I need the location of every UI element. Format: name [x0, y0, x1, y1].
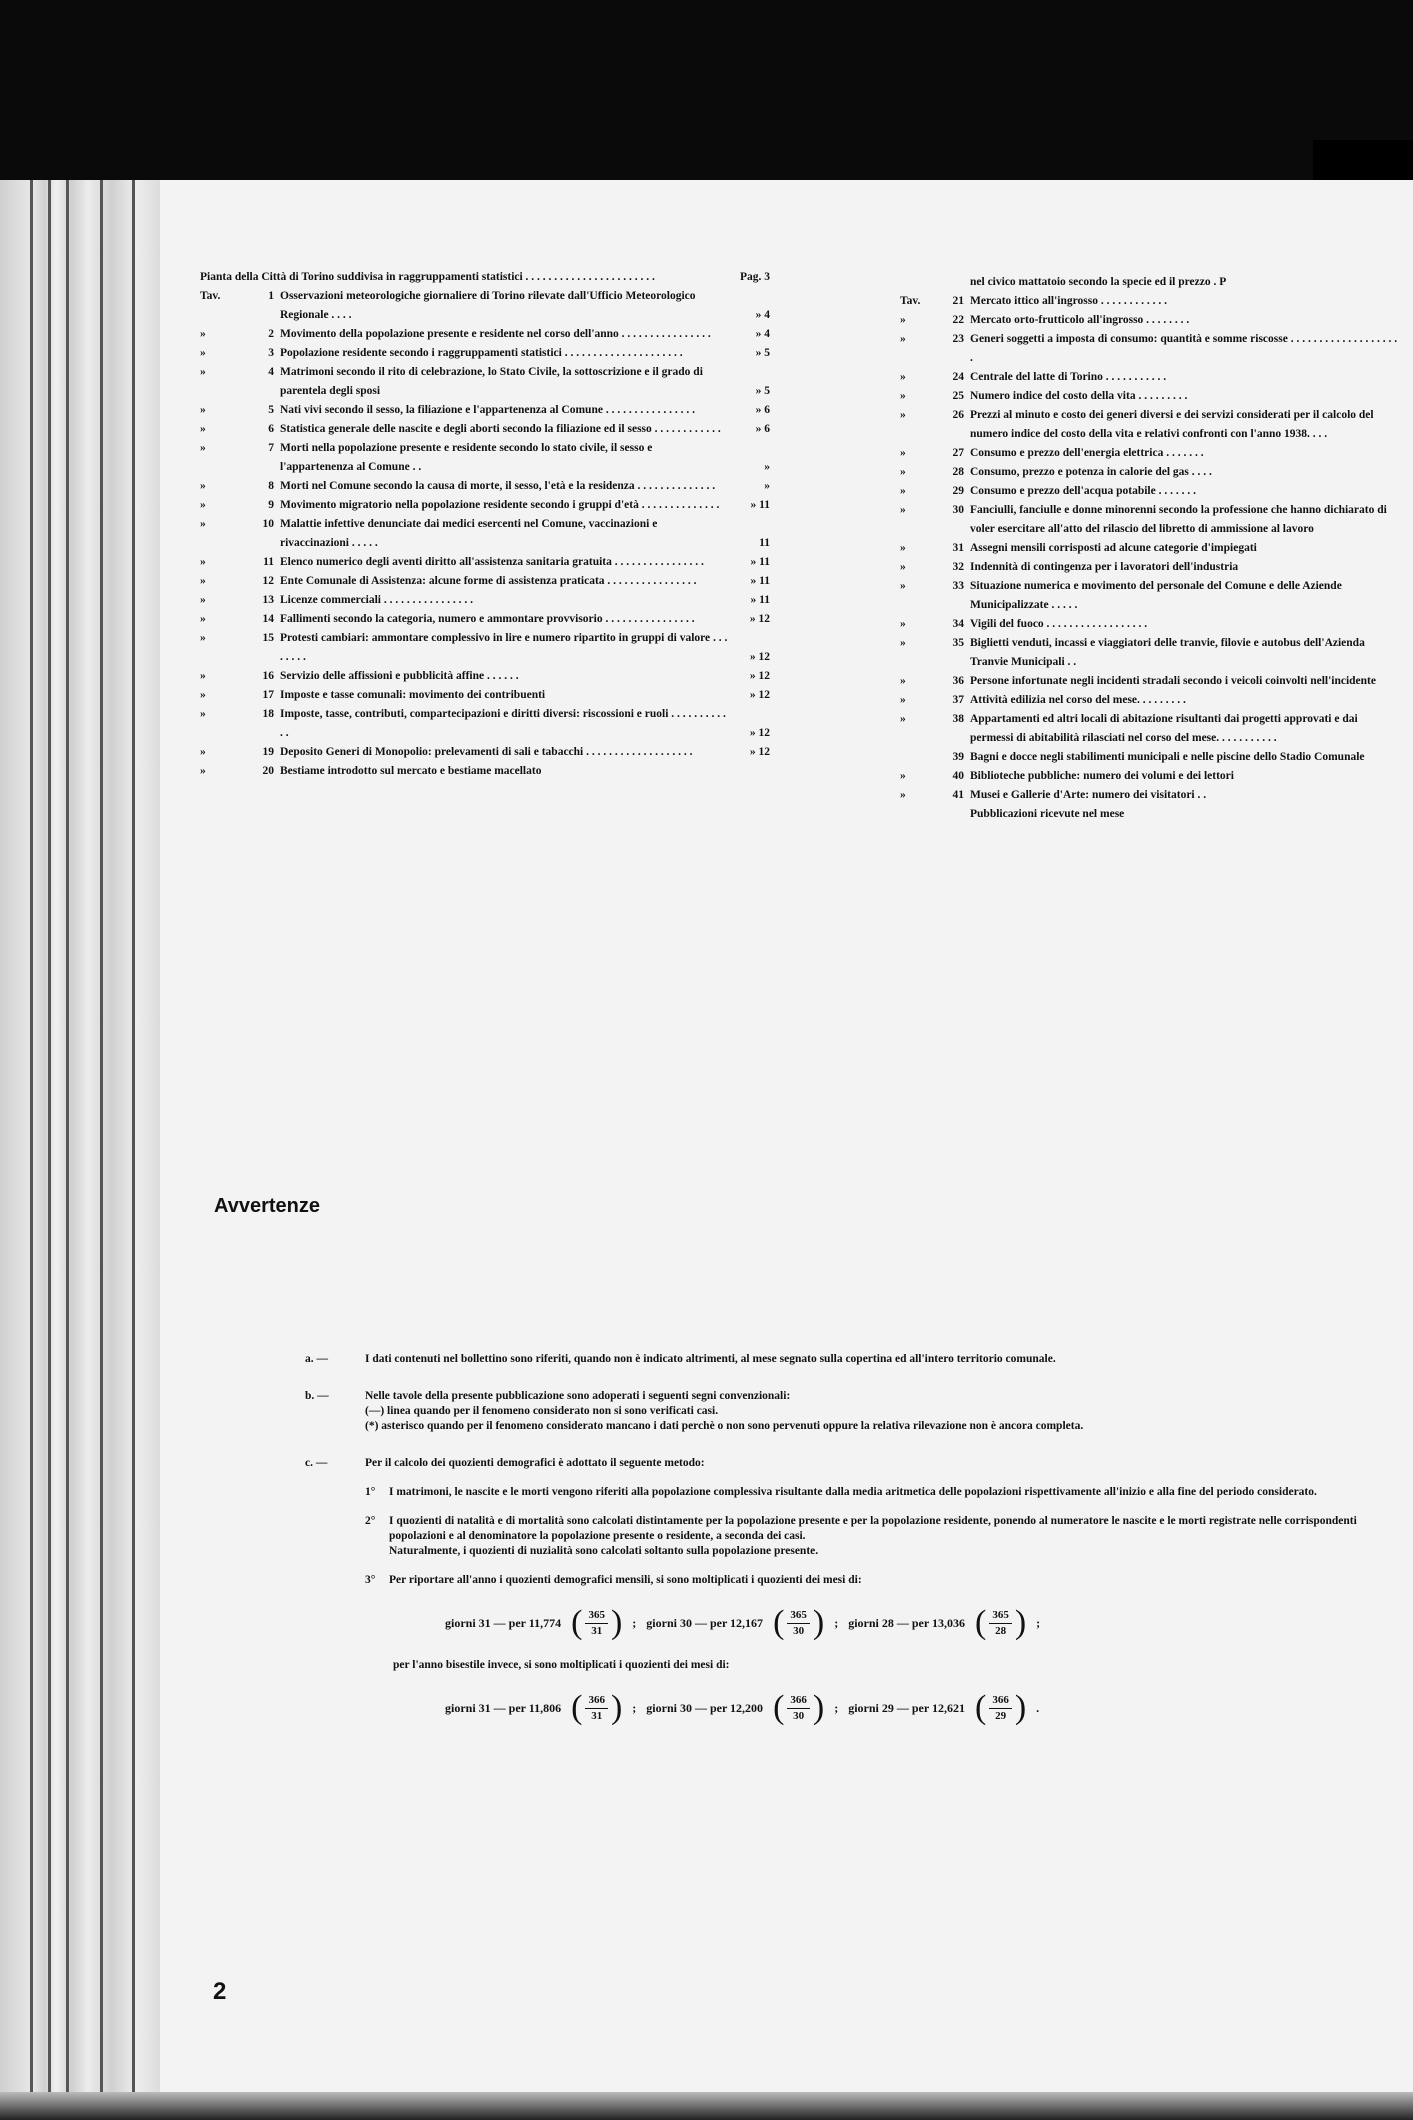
entry-prefix: »: [900, 466, 906, 478]
entry-page: » 12: [749, 727, 770, 739]
note-letter: c. —: [305, 1457, 328, 1469]
note-c-item-3: [365, 1573, 1370, 1588]
note-b: [305, 1389, 1370, 1434]
entry-title: Statistica generale delle nascite e degli aborti secondo la filiazione ed il sesso . . . . . . . . . . . .: [280, 423, 721, 435]
avvertenze-notes: [305, 1352, 1370, 1765]
entry-number: 38: [952, 713, 964, 725]
entry-prefix: »: [900, 770, 906, 782]
index-entry: [900, 311, 1400, 330]
fraction-denominator: 28: [995, 1624, 1007, 1637]
index-entry: [900, 767, 1400, 786]
index-entry: [900, 691, 1400, 710]
paren-right: ): [610, 1689, 623, 1726]
entry-title: Vigili del fuoco . . . . . . . . . . . . . . . . . .: [970, 618, 1148, 630]
index-entry: [900, 539, 1400, 558]
entry-title: nel civico mattatoio secondo la specie ed il prezzo . P: [970, 276, 1227, 288]
entry-number: 32: [952, 561, 964, 573]
note-body: I dati contenuti nel bollettino sono riferiti, quando non è indicato altrimenti, al mese segnato sulla copertina ed all'intero territorio comunale.: [365, 1353, 1056, 1365]
page-number: 2: [213, 1978, 227, 2005]
formula-separator: ;: [632, 1615, 637, 1630]
entry-number: 35: [952, 637, 964, 649]
index-entry: [900, 615, 1400, 634]
entry-prefix: »: [200, 480, 206, 492]
index-entry: [900, 406, 1400, 444]
entry-number: 7: [268, 442, 274, 454]
paren-left: (: [975, 1689, 987, 1726]
entry-number: 22: [952, 314, 964, 326]
paren-right: ): [1014, 1689, 1027, 1726]
entry-prefix: »: [900, 485, 906, 497]
note-a: [305, 1352, 1370, 1367]
entry-number: 14: [262, 613, 274, 625]
entry-prefix: »: [900, 789, 906, 801]
index-entry: [900, 634, 1400, 672]
entry-prefix: »: [200, 423, 206, 435]
index-entry: [900, 558, 1400, 577]
entry-title: Movimento della popolazione presente e residente nel corso dell'anno . . . . . . . . . . . . . . . .: [280, 328, 711, 340]
entry-number: 30: [952, 504, 964, 516]
index-entry: [900, 463, 1400, 482]
index-entry: [200, 553, 770, 572]
entry-title: Fallimenti secondo la categoria, numero e ammontare provvisorio . . . . . . . . . . . . . . . .: [280, 613, 695, 625]
index-entry: [200, 762, 770, 781]
entry-page: » 5: [755, 385, 770, 397]
index-left-column: [200, 268, 770, 781]
entry-number: 1: [268, 290, 274, 302]
entry-page: » 12: [749, 651, 770, 663]
entry-prefix: »: [900, 542, 906, 554]
entry-title: Imposte, tasse, contributi, compartecipazioni e diritti diversi: riscossioni e ruoli . . . . . . . . . . . .: [280, 708, 726, 739]
index-entry: [200, 591, 770, 610]
entry-title: Osservazioni meteorologiche giornaliere di Torino rilevate dall'Ufficio Meteorologico Regionale . . . .: [280, 290, 696, 321]
entry-prefix: »: [200, 366, 206, 378]
index-entry: [200, 667, 770, 686]
entry-number: 4: [268, 366, 274, 378]
fraction-numerator: 365: [787, 1608, 810, 1624]
fraction-denominator: 30: [793, 1709, 805, 1722]
entry-title: Persone infortunate negli incidenti stradali secondo i veicoli coinvolti nell'incidente: [970, 675, 1376, 687]
entry-prefix: »: [200, 347, 206, 359]
entry-prefix: »: [900, 694, 906, 706]
entry-prefix: »: [200, 556, 206, 568]
book-binding-edge: [0, 180, 160, 2100]
leap-year-text: per l'anno bisestile invece, si sono moltiplicati i quozienti dei mesi di:: [393, 1659, 730, 1671]
entry-page: » 6: [755, 404, 770, 416]
note-letter: a. —: [305, 1353, 328, 1365]
formula-fraction: [975, 1606, 1026, 1640]
entry-page: » 12: [749, 670, 770, 682]
index-entry: [900, 387, 1400, 406]
entry-title: Generi soggetti a imposta di consumo: quantità e somme riscosse . . . . . . . . . . . . . . . . . . . .: [970, 333, 1398, 364]
item-key: 3°: [365, 1574, 376, 1586]
paren-right: ): [812, 1689, 825, 1726]
index-right-column: [900, 273, 1400, 824]
fraction-numerator: 366: [989, 1693, 1012, 1709]
index-entry: [900, 330, 1400, 368]
index-entry: [200, 705, 770, 743]
item-text: Per riportare all'anno i quozienti demografici mensili, si sono moltiplicati i quozienti dei mesi di:: [389, 1574, 862, 1586]
entry-prefix: »: [900, 713, 906, 725]
index-entry: [900, 577, 1400, 615]
paren-right: ): [812, 1604, 825, 1641]
fraction-denominator: 31: [591, 1709, 603, 1722]
entry-number: 28: [952, 466, 964, 478]
paren-left: (: [975, 1604, 987, 1641]
index-entry: [200, 287, 770, 325]
formula-fraction: [571, 1691, 622, 1725]
entry-title: Movimento migratorio nella popolazione residente secondo i gruppi d'età . . . . . . . . . . . . . .: [280, 499, 720, 511]
formula-label: giorni 29 — per 12,621: [848, 1700, 965, 1715]
index-entry: [900, 482, 1400, 501]
index-left-entries: [200, 287, 770, 781]
index-intro: [200, 268, 770, 287]
entry-number: 25: [952, 390, 964, 402]
entry-prefix: »: [900, 371, 906, 383]
paren-right: ): [1014, 1604, 1027, 1641]
entry-prefix: »: [900, 580, 906, 592]
entry-prefix: »: [900, 333, 906, 345]
fraction-numerator: 366: [585, 1693, 608, 1709]
entry-title: Malattie infettive denunciate dai medici esercenti nel Comune, vaccinazioni e rivaccinazioni . . . . .: [280, 518, 658, 549]
entry-number: 17: [262, 689, 274, 701]
entry-prefix: »: [900, 637, 906, 649]
formula-separator: ;: [834, 1615, 839, 1630]
entry-number: 39: [952, 751, 964, 763]
entry-title: Morti nella popolazione presente e residente secondo lo stato civile, il sesso e l'appartenenza al Comune . .: [280, 442, 653, 473]
formula-separator: .: [1036, 1700, 1040, 1715]
item-text-1: I quozienti di natalità e di mortalità sono calcolati distintamente per la popolazione presente e per la popolazione residente, ponendo al numeratore le nascite e le morti registrate nelle corrispondenti popolazioni e al denominatore la popolazione presente o residente, a seconda dei casi.: [389, 1515, 1357, 1542]
item-key: 1°: [365, 1486, 376, 1498]
entry-number: 31: [952, 542, 964, 554]
entry-title: Imposte e tasse comunali: movimento dei contribuenti: [280, 689, 546, 701]
note-b-line1: (—) linea quando per il fenomeno considerato non si sono verificati casi.: [365, 1405, 719, 1417]
index-entry: [200, 572, 770, 591]
entry-title: Consumo e prezzo dell'acqua potabile . . . . . . .: [970, 485, 1196, 497]
entry-title: Biblioteche pubbliche: numero dei volumi e dei lettori: [970, 770, 1234, 782]
index-entry: [200, 610, 770, 629]
entry-prefix: »: [900, 618, 906, 630]
index-entry: [200, 420, 770, 439]
entry-page: »: [764, 480, 770, 492]
entry-title: Mercato orto-frutticolo all'ingrosso . . . . . . . .: [970, 314, 1190, 326]
index-entry: [200, 496, 770, 515]
entry-prefix: »: [900, 390, 906, 402]
fraction-denominator: 31: [591, 1624, 603, 1637]
entry-number: 26: [952, 409, 964, 421]
paren-left: (: [773, 1604, 785, 1641]
index-right-entries: [900, 273, 1400, 824]
paren-left: (: [773, 1689, 785, 1726]
note-c-text: Per il calcolo dei quozienti demografici è adottato il seguente metodo:: [365, 1457, 705, 1469]
entry-title: Bagni e docce negli stabilimenti municipali e nelle piscine dello Stadio Comunale: [970, 751, 1365, 763]
entry-prefix: Tav.: [200, 290, 221, 302]
note-b-line2: (*) asterisco quando per il fenomeno considerato mancano i dati perchè o non sono pervenuti oppure la relativa rilevazione non è ancora completa.: [365, 1420, 1084, 1432]
entry-number: 13: [262, 594, 274, 606]
formula-label: giorni 30 — per 12,200: [646, 1700, 764, 1715]
formula-label: giorni 31 — per 11,806: [445, 1700, 562, 1715]
entry-number: 15: [262, 632, 274, 644]
entry-title: Attività edilizia nel corso del mese. . . . . . . . .: [970, 694, 1186, 706]
entry-prefix: »: [200, 404, 206, 416]
index-entry: [200, 743, 770, 762]
item-text: I matrimoni, le nascite e le morti vengono riferiti alla popolazione complessiva risultante dalla media aritmetica delle popolazioni rispettivamente all'inizio e alla fine del periodo considerato.: [389, 1486, 1317, 1498]
entry-number: 5: [268, 404, 274, 416]
entry-title: Licenze commerciali . . . . . . . . . . . . . . . .: [280, 594, 474, 606]
entry-prefix: »: [200, 689, 206, 701]
entry-title: Prezzi al minuto e costo dei generi diversi e dei servizi considerati per il calcolo del numero indice del costo della vita e relativi confronti con l'anno 1938. . . .: [970, 409, 1374, 440]
index-intro-text: Pianta della Città di Torino suddivisa in raggruppamenti statistici . . . . . . . . . . . . . . . . . . . . . . .: [200, 271, 655, 283]
entry-number: 12: [262, 575, 274, 587]
formula-separator: ;: [834, 1700, 839, 1715]
entry-title: Consumo, prezzo e potenza in calorie del gas . . . .: [970, 466, 1212, 478]
entry-number: 2: [268, 328, 274, 340]
entry-prefix: »: [900, 561, 906, 573]
entry-page: 11: [759, 537, 770, 549]
entry-title: Protesti cambiari: ammontare complessivo in lire e numero ripartito in gruppi di valore . . . . . . . .: [280, 632, 728, 663]
entry-title: Matrimoni secondo il rito di celebrazione, lo Stato Civile, la sottoscrizione e il grado di parentela degli sposi: [280, 366, 703, 397]
entry-prefix: »: [200, 499, 206, 511]
index-entry: [200, 477, 770, 496]
entry-prefix: »: [200, 575, 206, 587]
index-entry: [200, 439, 770, 477]
entry-title: Centrale del latte di Torino . . . . . . . . . . .: [970, 371, 1167, 383]
index-entry: [900, 786, 1400, 805]
note-letter: b. —: [305, 1390, 329, 1402]
binding-line: [30, 180, 33, 2100]
entry-prefix: »: [200, 746, 206, 758]
formula-label: giorni 31 — per 11,774: [445, 1615, 562, 1630]
entry-page: » 5: [755, 347, 770, 359]
entry-title: Numero indice del costo della vita . . . . . . . . .: [970, 390, 1188, 402]
entry-number: 36: [952, 675, 964, 687]
entry-number: 18: [262, 708, 274, 720]
index-entry: [900, 710, 1400, 748]
paren-right: ): [610, 1604, 623, 1641]
formula-row-leap-year: [365, 1691, 1370, 1725]
index-entry: [200, 515, 770, 553]
entry-title: Fanciulli, fanciulle e donne minorenni secondo la professione che hanno dichiarato di voler esercitare all'atto del rilascio del libretto di ammissione al lavoro: [970, 504, 1387, 535]
formula-fraction: [975, 1691, 1026, 1725]
note-body: [365, 1389, 1370, 1434]
entry-title: Consumo e prezzo dell'energia elettrica . . . . . . .: [970, 447, 1204, 459]
note-c-item-1: [365, 1485, 1370, 1500]
entry-prefix: »: [200, 708, 206, 720]
note-c: [305, 1456, 1370, 1743]
item-key: 2°: [365, 1515, 376, 1527]
entry-prefix: Tav.: [900, 295, 921, 307]
index-entry: [200, 686, 770, 705]
entry-number: 23: [952, 333, 964, 345]
fraction-numerator: 366: [787, 1693, 810, 1709]
entry-page: » 12: [749, 689, 770, 701]
entry-title: Mercato ittico all'ingrosso . . . . . . . . . . . .: [970, 295, 1167, 307]
index-entry: [200, 325, 770, 344]
entry-page: » 4: [755, 328, 770, 340]
entry-page: » 12: [749, 613, 770, 625]
entry-number: 20: [262, 765, 274, 777]
index-entry: [900, 805, 1400, 824]
index-entry: [200, 363, 770, 401]
entry-prefix: »: [900, 409, 906, 421]
index-entry: [900, 368, 1400, 387]
entry-title: Popolazione residente secondo i raggruppamenti statistici . . . . . . . . . . . . . . . . . . . . .: [280, 347, 683, 359]
formula-fraction: [571, 1606, 622, 1640]
entry-number: 8: [268, 480, 274, 492]
binding-line: [66, 180, 69, 2100]
entry-prefix: »: [200, 594, 206, 606]
formula-label: giorni 30 — per 12,167: [646, 1615, 764, 1630]
binding-line: [132, 180, 135, 2100]
entry-number: 21: [952, 295, 964, 307]
paren-left: (: [571, 1689, 583, 1726]
index-entry: [900, 501, 1400, 539]
fraction-denominator: 29: [995, 1709, 1007, 1722]
scan-top-border: [0, 0, 1413, 180]
entry-prefix: »: [900, 314, 906, 326]
entry-title: Situazione numerica e movimento del personale del Comune e delle Aziende Municipalizzate . . . . .: [970, 580, 1342, 611]
index-entry: [900, 444, 1400, 463]
formula-row-normal-year: [365, 1606, 1370, 1640]
entry-prefix: »: [200, 328, 206, 340]
entry-number: 33: [952, 580, 964, 592]
entry-prefix: »: [900, 504, 906, 516]
scan-bottom-edge: [0, 2092, 1413, 2120]
entry-prefix: »: [200, 518, 206, 530]
note-body: [365, 1456, 1370, 1743]
entry-title: Bestiame introdotto sul mercato e bestiame macellato: [280, 765, 542, 777]
fraction-denominator: 30: [793, 1624, 805, 1637]
entry-number: 11: [263, 556, 274, 568]
entry-number: 27: [952, 447, 964, 459]
entry-title: Morti nel Comune secondo la causa di morte, il sesso, l'età e la residenza . . . . . . . . . . . . . .: [280, 480, 716, 492]
entry-page: » 4: [755, 309, 770, 321]
entry-title: Pubblicazioni ricevute nel mese: [970, 808, 1125, 820]
entry-number: 40: [952, 770, 964, 782]
note-c-item-2: [365, 1514, 1370, 1559]
index-intro-page: Pag. 3: [739, 271, 770, 283]
entry-prefix: »: [200, 613, 206, 625]
entry-page: » 6: [755, 423, 770, 435]
entry-number: 34: [952, 618, 964, 630]
entry-page: » 11: [750, 594, 770, 606]
index-entry: [200, 629, 770, 667]
entry-number: 9: [268, 499, 274, 511]
entry-title: Musei e Gallerie d'Arte: numero dei visitatori . .: [970, 789, 1207, 801]
entry-number: 37: [952, 694, 964, 706]
binding-line: [100, 180, 103, 2100]
entry-number: 3: [268, 347, 274, 359]
entry-prefix: »: [200, 442, 206, 454]
index-entry: [200, 344, 770, 363]
entry-number: 10: [262, 518, 274, 530]
entry-title: Deposito Generi di Monopolio: prelevamenti di sali e tabacchi . . . . . . . . . . . . . . . . . . .: [280, 746, 693, 758]
entry-title: Elenco numerico degli aventi diritto all'assistenza sanitaria gratuita . . . . . . . . . . . . . . . .: [280, 556, 704, 568]
fraction-numerator: 365: [585, 1608, 608, 1624]
paren-left: (: [571, 1604, 583, 1641]
entry-title: Indennità di contingenza per i lavoratori dell'industria: [970, 561, 1239, 573]
entry-page: » 12: [749, 746, 770, 758]
entry-title: Assegni mensili corrisposti ad alcune categorie d'impiegati: [970, 542, 1257, 554]
formula-fraction: [773, 1691, 824, 1725]
formula-label: giorni 28 — per 13,036: [848, 1615, 965, 1630]
item-text-2: Naturalmente, i quozienti di nuzialità sono calcolati soltanto sulla popolazione presente.: [389, 1545, 819, 1557]
entry-number: 16: [262, 670, 274, 682]
entry-prefix: »: [900, 675, 906, 687]
entry-number: 6: [268, 423, 274, 435]
entry-number: 19: [262, 746, 274, 758]
entry-page: »: [764, 461, 770, 473]
entry-title: Nati vivi secondo il sesso, la filiazione e l'appartenenza al Comune . . . . . . . . . . . . . . . .: [280, 404, 695, 416]
entry-page: » 11: [750, 499, 770, 511]
entry-title: Servizio delle affissioni e pubblicità affine . . . . . .: [280, 670, 519, 682]
entry-prefix: »: [200, 670, 206, 682]
entry-page: » 11: [750, 575, 770, 587]
scan-top-tab: [1313, 140, 1413, 180]
index-entry: [900, 292, 1400, 311]
formula-separator: ;: [632, 1700, 637, 1715]
entry-title: Appartamenti ed altri locali di abitazione risultanti dai progetti approvati e dai permessi di abitabilità rilasciati nel corso del mese. . . . . . . . . . .: [970, 713, 1358, 744]
formula-fraction: [773, 1606, 824, 1640]
index-entry: [900, 672, 1400, 691]
fraction-numerator: 365: [989, 1608, 1012, 1624]
index-entry: [200, 401, 770, 420]
entry-prefix: »: [200, 632, 206, 644]
formula-separator: ;: [1036, 1615, 1041, 1630]
entry-number: 29: [952, 485, 964, 497]
index-entry: [900, 273, 1400, 292]
entry-number: 41: [952, 789, 964, 801]
entry-prefix: »: [200, 765, 206, 777]
binding-line: [48, 180, 51, 2100]
entry-page: » 11: [750, 556, 770, 568]
index-entry: [900, 748, 1400, 767]
item-text: [389, 1514, 1370, 1559]
avvertenze-heading: Avvertenze: [214, 1195, 320, 1217]
entry-title: Biglietti venduti, incassi e viaggiatori delle tranvie, filovie e autobus dell'Azienda Tranvie Municipali . .: [970, 637, 1365, 668]
note-b-text: Nelle tavole della presente pubblicazione sono adoperati i seguenti segni convenzionali:: [365, 1390, 791, 1402]
entry-number: 24: [952, 371, 964, 383]
entry-prefix: »: [900, 447, 906, 459]
entry-title: Ente Comunale di Assistenza: alcune forme di assistenza praticata . . . . . . . . . . . . . . . .: [280, 575, 697, 587]
